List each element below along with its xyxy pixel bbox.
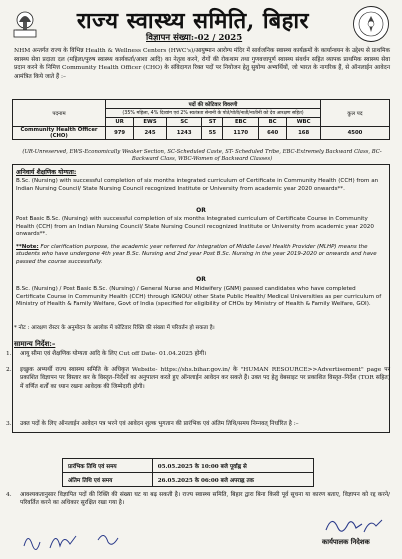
instruction-text: इच्छुक अभ्यर्थी राज्य स्वास्थ्य समिति के अधिकृत Website- https://shs.bihar.gov.in/ के "HUMAN RESOURCE>>Advertisement" page पर प्रकाशित विज्ञापन पर विस्तार कर के विस्तृत–निर्देशों का अनुपालन करते हुए ऑनलाईन आवेदन कर सकते हैं। उक्त पद हेतु वेबसाइट पर प्रकाशित विस्तृत–निर्देश (TOR सहित) में वर्णित शर्तों का ध्यान रखना आवेदक की जिम्मेदारी होगी। bbox=[20, 367, 390, 390]
category-head: पदों की कोटिवार विवरणी bbox=[106, 100, 321, 109]
end-date-value: 26.05.2025 के 06:00 बजे अपराह्न तक bbox=[152, 473, 313, 487]
instruction-number: 4. bbox=[6, 492, 12, 498]
category-sc: SC bbox=[166, 118, 202, 127]
end-date-label: अंतिम तिथि एवं समय bbox=[63, 473, 153, 487]
instruction-number: 3. bbox=[6, 421, 12, 427]
instruction-item bbox=[6, 366, 390, 391]
category-st: ST bbox=[202, 118, 223, 127]
value-st: 55 bbox=[202, 127, 223, 140]
note-text: For clarification purpose, the academic year referred for integration of Middle Level Health Provider (MLHP) means the students who have undergone 4th year B.Sc. Nursing and 2nd year Post B.Sc. Nursing in the year 2019-2020 or onwards and have passed the course successfully. bbox=[16, 244, 377, 265]
post-name: Community Health Officer (CHO) bbox=[13, 127, 106, 140]
eligibility-para-3: B.Sc. (Nursing) / Post Basic B.Sc. (Nursing) / General Nurse and Midwifery (GNM) passed candidates who have completed Certificate Course in Community Health (CCH) through IGNOU/ other State Public Health/ Medical Universities as per curriculum of Ministry of Health & Family Welfare, Govt of India (specified for eligibility of CHOs by Ministry of Health & Family Welfare, GOI). bbox=[16, 286, 382, 308]
value-total: 4500 bbox=[321, 127, 390, 140]
ad-number: विज्ञापन संख्या:-02 / 2025 bbox=[146, 33, 243, 43]
start-date-label: प्रारंभिक तिथि एवं समय bbox=[63, 459, 153, 473]
category-ebc: EBC bbox=[223, 118, 259, 127]
page-title: राज्य स्वास्थ्य समिति, बिहार bbox=[76, 8, 310, 34]
vacancy-table bbox=[12, 99, 390, 140]
intro-paragraph: NHM अन्तर्गत राज्य के विभिन्न Health & Wellness Centers (HWC's)/आयुष्मान आरोग्य मंदिर में सार्वजनिक स्वास्थ्य कार्यक्रमों के कार्यान्वयन के उद्देश्य से प्राथमिक स्वास्थ्य सेवा प्रदाता दल (महिला/पुरुष स्वास्थ्य कार्यकर्ता/आशा आदि) का नेतृत्व करने, रोगों की रोकथाम तथा गुणवत्तापूर्ण स्वास्थ्य संवर्धन सहित व्यापक प्राथमिक स्वास्थ्य सेवा प्रदान करने के निमित्त Community Health Officer (CHO) के संविदागत रिक्त पदों पर नियोजन हेतु सुयोग्य अभ्यर्थियों, जो भारत के नागरिक हैं, से ऑनलाईन आवेदन आमंत्रित किये जाते हैं :– bbox=[14, 48, 390, 81]
instruction-item bbox=[6, 491, 390, 508]
general-instructions-heading: सामान्य निर्देश:– bbox=[14, 339, 56, 348]
letterhead bbox=[0, 2, 402, 46]
value-ur: 979 bbox=[106, 127, 134, 140]
category-bc: BC bbox=[259, 118, 287, 127]
value-sc: 1243 bbox=[166, 127, 202, 140]
eligibility-heading: अनिवार्य शैक्षणिक योग्यता: bbox=[16, 169, 77, 176]
col-total-header: कुल पद bbox=[321, 100, 390, 127]
start-date-value: 05.05.2025 के 10:00 बजे पूर्वाह्न से bbox=[152, 459, 313, 473]
bihar-emblem-icon bbox=[10, 6, 40, 40]
instruction-item bbox=[6, 420, 390, 428]
reservation-note: * नोट : आरक्षण रोस्टर के अनुमोदन के आलोक में कोटिवार रिक्ति की संख्या में परिवर्तन हो सकता है। bbox=[14, 325, 215, 331]
eligibility-note bbox=[16, 244, 384, 266]
category-sub: (35% महिला, 4% दिव्यांग एवं 2% स्वतंत्रता सेनानी के पोते/पोती/नाती/नातीनी को देय आरक्षण सहित) bbox=[106, 109, 321, 118]
state-health-society-seal-icon bbox=[352, 5, 390, 43]
eligibility-para-1: B.Sc. (Nursing) with successful completion of six months integrated curriculum of Certificate in Community Health (CCH) from an Indian Nursing Council/ State Nursing Council recognized Institute or University from academic year 2020 onwards**. bbox=[16, 178, 379, 192]
or-separator-2: OR bbox=[196, 276, 206, 283]
signature-icon bbox=[322, 512, 386, 538]
instruction-text: उक्त पदों के लिए ऑनलाईन आवेदन पत्र भरने एवं आवेदन शुल्क भुगतान की प्रारंभिक एवं अंतिम तिथि/समय निम्नवत् निर्धारित है :– bbox=[20, 421, 299, 427]
value-wbc: 168 bbox=[287, 127, 321, 140]
instruction-number: 2. bbox=[6, 367, 12, 373]
category-wbc: WBC bbox=[287, 118, 321, 127]
value-ebc: 1170 bbox=[223, 127, 259, 140]
eligibility-para-2: Post Basic B.Sc. (Nursing) with successful completion of six months Integrated curriculum of Certificate Course in Community Health (CCH) from an Indian Nursing Council/ State Nursing Council recognized Institute or University from academic year 2020 onwards**. bbox=[16, 216, 374, 238]
value-bc: 640 bbox=[259, 127, 287, 140]
category-footnote: (UR-Unreserved, EWS-Economically Weaker Section, SC-Scheduled Caste, ST- Scheduled Tribe, EBC-Extremely Backward Class, BC-Backward Class, WBC-Women of Backward Classes) bbox=[22, 149, 382, 162]
application-dates-table bbox=[62, 458, 314, 487]
instruction-text: आवश्यकतानुसार विज्ञापित पदों की रिक्ति की संख्या घट या बढ़ सकती है। राज्य स्वास्थ्य समिति, बिहार द्वारा बिना किसी पूर्व सूचना या कारण बताए, विज्ञापन को रद्द करने/परिवर्तित करने का अधिकार सुरक्षित रखा गया है। bbox=[20, 492, 390, 507]
instruction-number: 1. bbox=[6, 351, 12, 357]
value-ews: 245 bbox=[134, 127, 167, 140]
instruction-item bbox=[6, 350, 390, 358]
initials-scribble-icon bbox=[20, 526, 140, 552]
or-separator-1: OR bbox=[196, 207, 206, 214]
note-label: **Note: bbox=[16, 244, 39, 250]
instruction-text: आयु सीमा एवं शैक्षणिक योग्यता आदि के लिए Cut off Date- 01.04.2025 होगी। bbox=[20, 351, 207, 357]
signer-title: कार्यपालक निदेशक bbox=[322, 538, 370, 546]
category-ews: EWS bbox=[134, 118, 167, 127]
col-post-header: पदनाम bbox=[13, 100, 106, 127]
category-ur: UR bbox=[106, 118, 134, 127]
